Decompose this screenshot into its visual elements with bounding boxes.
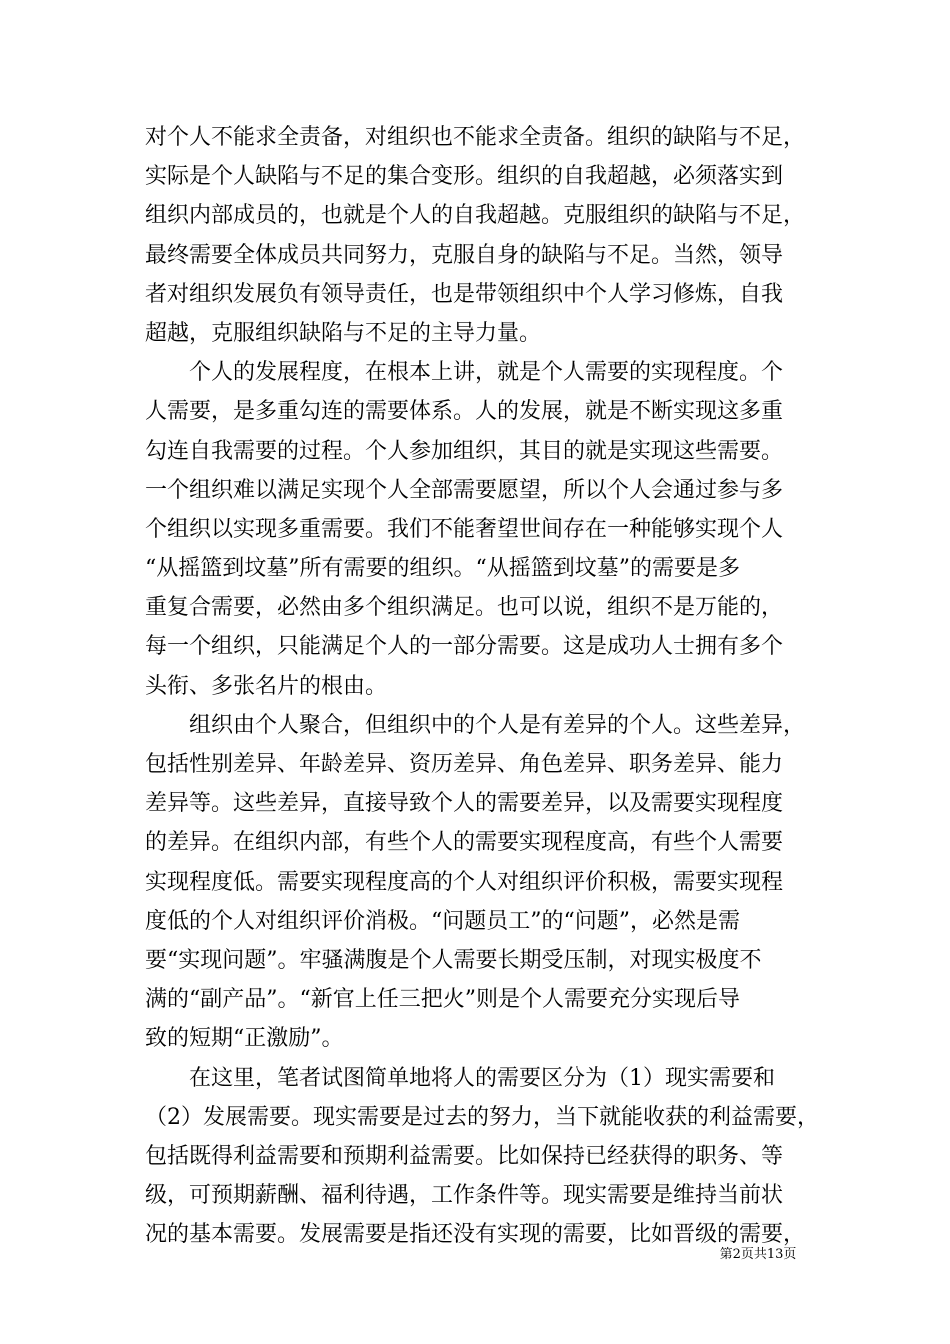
page-footer (0, 1246, 950, 1264)
text-line: 每一个组织，只能满足个人的一部分需要。这是成功人士拥有多个 (145, 634, 784, 660)
text-line: 包括既得利益需要和预期利益需要。比如保持已经获得的职务、等 (145, 1143, 784, 1169)
body-text (145, 118, 819, 1254)
text-line: 勾连自我需要的过程。个人参加组织，其目的就是实现这些需要。 (145, 438, 784, 464)
text-line: 个组织以实现多重需要。我们不能奢望世间存在一种能够实现个人 (145, 516, 784, 542)
paragraph-first-line: 个人的发展程度，在根本上讲，就是个人需要的实现程度。个 (189, 360, 784, 386)
text-line: 对个人不能求全责备，对组织也不能求全责备。组织的缺陷与不足， (145, 125, 806, 150)
text-line: 人需要，是多重勾连的需要体系。人的发展，就是不断实现这多重 (145, 399, 784, 425)
paragraph-first-line: 在这里，笔者试图简单地将人的需要区分为（1）现实需要和 (189, 1065, 775, 1091)
text-line: 头衔、多张名片的根由。 (145, 673, 388, 699)
text-line: 重复合需要，必然由多个组织满足。也可以说，组织不是万能的， (145, 595, 784, 621)
text-line: （2）发展需要。现实需要是过去的努力，当下就能收获的利益需要， (145, 1104, 819, 1130)
text-line: 最终需要全体成员共同努力，克服自身的缺陷与不足。当然，领导 (145, 242, 784, 268)
text-line: 组织内部成员的，也就是个人的自我超越。克服组织的缺陷与不足， (145, 203, 806, 229)
text-line: 满的“副产品”。“新官上任三把火”则是个人需要充分实现后导 (145, 987, 740, 1013)
text-line: 者对组织发展负有领导责任，也是带领组织中个人学习修炼，自我 (145, 281, 784, 307)
text-line: 级，可预期薪酬、福利待遇，工作条件等。现实需要是维持当前状 (145, 1183, 784, 1209)
text-line: 差异等。这些差异，直接导致个人的需要差异，以及需要实现程度 (145, 791, 784, 817)
text-line: 包括性别差异、年龄差异、资历差异、角色差异、职务差异、能力 (145, 752, 784, 777)
text-line: 况的基本需要。发展需要是指还没有实现的需要，比如晋级的需要， (145, 1222, 806, 1248)
text-line: 实现程度低。需要实现程度高的个人对组织评价积极，需要实现程 (145, 869, 784, 895)
text-line: 一个组织难以满足实现个人全部需要愿望，所以个人会通过参与多 (145, 477, 784, 503)
text-line: 致的短期“正激励”。 (145, 1026, 344, 1052)
text-line: 度低的个人对组织评价消极。“问题员工”的“问题”，必然是需 (145, 908, 740, 934)
paragraph-first-line: 组织由个人聚合，但组织中的个人是有差异的个人。这些差异， (189, 712, 806, 738)
text-line: 实际是个人缺陷与不足的集合变形。组织的自我超越，必须落实到 (145, 164, 784, 190)
text-line: 要“实现问题”。牢骚满腹是个人需要长期受压制，对现实极度不 (145, 947, 762, 973)
text-line: 的差异。在组织内部，有些个人的需要实现程度高，有些个人需要 (145, 830, 784, 856)
text-line: “从摇篮到坟墓”所有需要的组织。“从摇篮到坟墓”的需要是多 (145, 556, 740, 582)
page-number-label: 第2页共13页 (719, 1247, 797, 1262)
text-line: 超越，克服组织缺陷与不足的主导力量。 (145, 320, 542, 346)
